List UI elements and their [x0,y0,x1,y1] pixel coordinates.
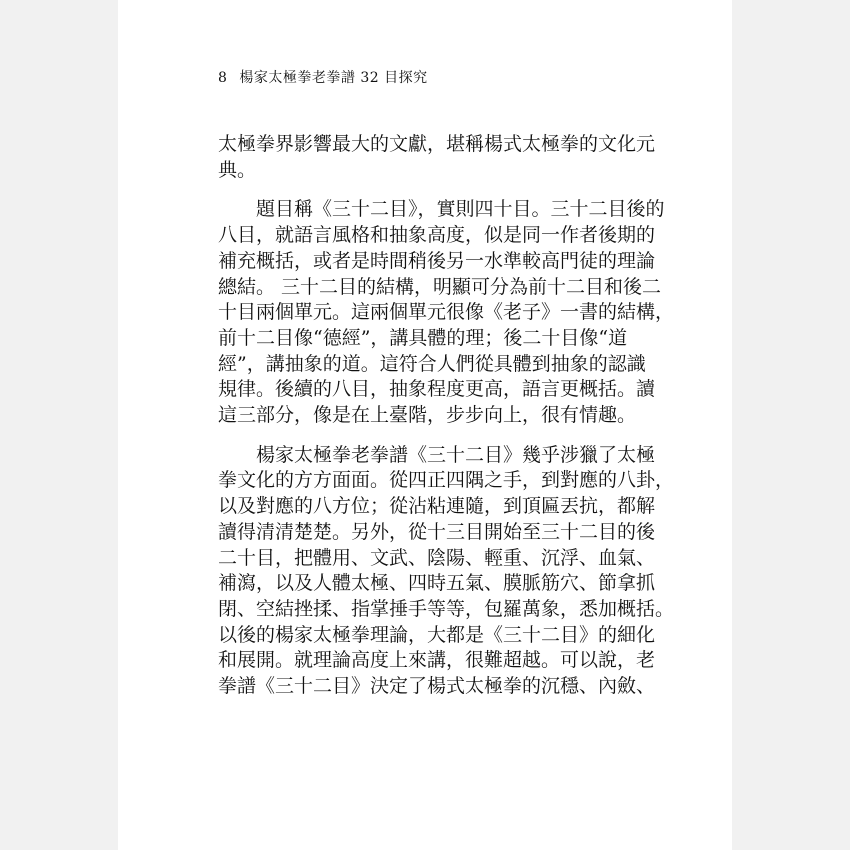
text-line: 題目稱《三十二目》，實則四十目。三十二目後的 [256,198,665,221]
scan-margin-left [0,0,118,850]
text-line: 經”，講抽象的道。這符合人們從具體到抽象的認識 [218,352,646,375]
running-title: 楊家太極拳老拳譜 32 目探究 [239,70,428,86]
text-line: 拳文化的方方面面。從四正四隅之手，到對應的八卦， [218,469,675,492]
text-line: 拳譜《三十二目》決定了楊式太極拳的沉穩、內斂、 [218,675,656,698]
paragraph [218,197,675,428]
text-line: 二十目，把體用、文武、陰陽、輕重、沉浮、血氣、 [218,546,656,569]
page-number: 8 [218,70,228,86]
text-line: 以後的楊家太極拳理論，大都是《三十二目》的細化 [218,623,656,646]
running-head [218,69,428,87]
text-line: 規律。後續的八目，抽象程度更高，語言更概括。讀 [218,378,656,401]
text-line: 和展開。就理論高度上來講，很難超越。可以說，老 [218,649,656,672]
text-line: 閉、空結挫揉、指掌捶手等等，包羅萬象，悉加概括。 [218,597,675,620]
scan-margin-right [732,0,850,850]
text-line: 典。 [218,158,257,181]
text-line: 楊家太極拳老拳譜《三十二目》幾乎涉獵了太極 [256,443,656,466]
paragraph [218,132,656,183]
body-text [218,132,675,714]
text-line: 補瀉，以及人體太極、四時五氣、膜脈筋穴、節拿抓 [218,572,656,595]
text-line: 太極拳界影響最大的文獻，堪稱楊式太極拳的文化元 [218,133,656,155]
text-line: 這三部分，像是在上臺階，步步向上，很有情趣。 [218,404,637,427]
text-line: 八目，就語言風格和抽象高度，似是同一作者後期的 [218,224,656,247]
paragraph [218,443,675,700]
text-line: 總結。 三十二目的結構，明顯可分為前十二目和後二 [218,275,662,298]
text-line: 以及對應的八方位；從沾粘連隨，到頂匾丟抗，都解 [218,495,656,518]
text-line: 十目兩個單元。這兩個單元很像《老子》一書的結構， [218,301,675,324]
text-line: 讀得清清楚楚。另外，從十三目開始至三十二目的後 [218,520,656,543]
text-line: 前十二目像“德經”，講具體的理；後二十目像“道 [218,326,628,349]
text-line: 補充概括，或者是時間稍後另一水準較高門徒的理論 [218,249,656,272]
